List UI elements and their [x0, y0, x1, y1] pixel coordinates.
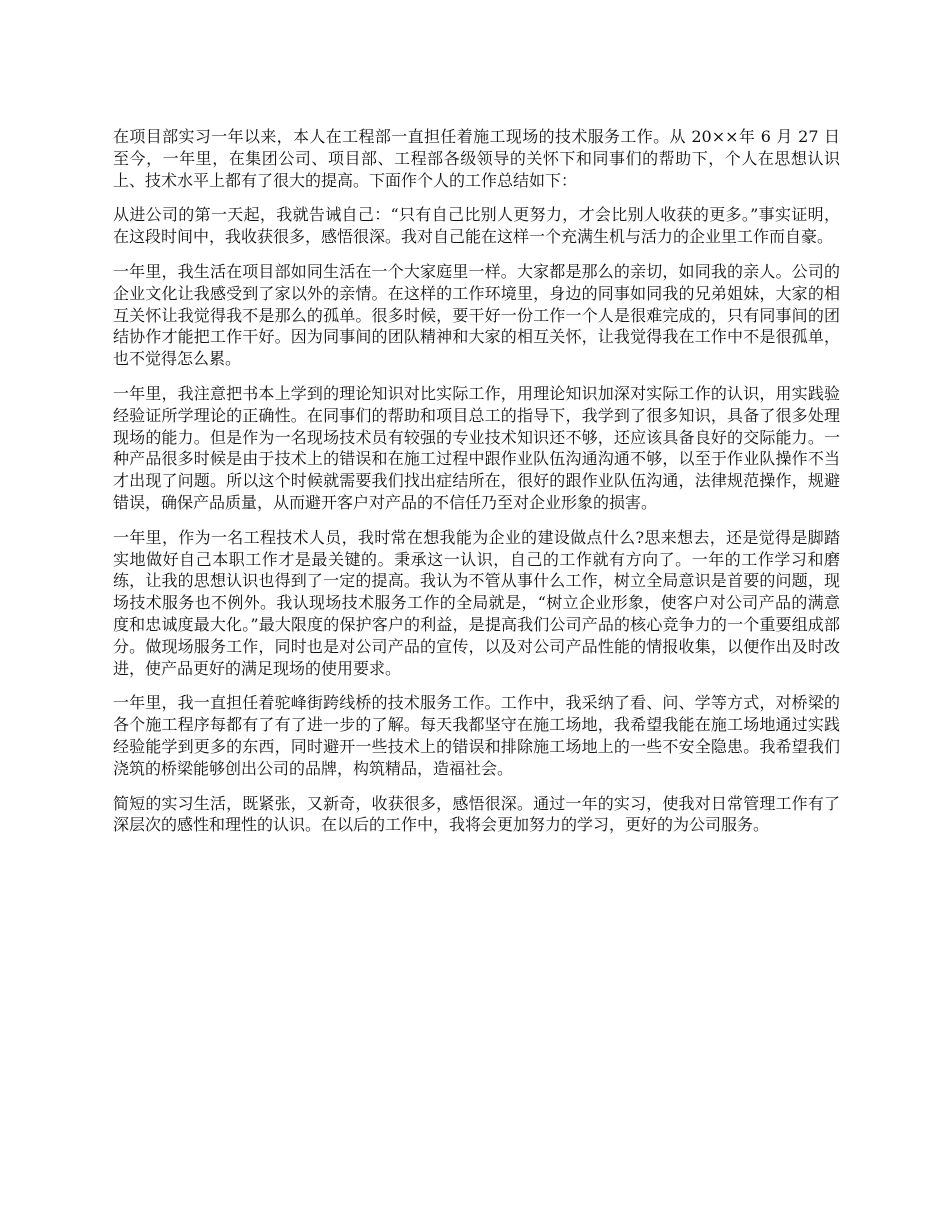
document-page — [113, 126, 840, 849]
paragraph-team-life: 一年里，我生活在项目部如同生活在一个大家庭里一样。大家都是那么的亲切，如同我的亲人。公司的企业文化让我感受到了家以外的亲情。在这样的工作环境里，身边的同事如同我的兄弟姐妹，大家的相互关怀让我觉得我不是那么的孤单。很多时候，要干好一份工作一个人是很难完成的，只有同事间的团结协作才能把工作干好。因为同事间的团队精神和大家的相互关怀，让我觉得我在工作中不是很孤单，也不觉得怎么累。 — [113, 261, 840, 369]
paragraph-engineering-role: 一年里，作为一名工程技术人员，我时常在想我能为企业的建设做点什么?思来想去，还是觉得是脚踏实地做好自己本职工作才是最关键的。秉承这一认识，自己的工作就有方向了。一年的工作学习和磨练，让我的思想认识也得到了一定的提高。我认为不管从事什么工作，树立全局意识是首要的问题，现场技术服务也不例外。我认现场技术服务工作的全局就是，“树立企业形象，使客户对公司产品的满意度和忠诚度最大化。”最大限度的保护客户的利益，是提高我们公司产品的核心竞争力的一个重要组成部分。做现场服务工作，同时也是对公司产品的宣传，以及对公司产品性能的情报收集，以便作出及时改进，使产品更好的满足现场的使用要求。 — [113, 527, 840, 678]
paragraph-theory-practice: 一年里，我注意把书本上学到的理论知识对比实际工作，用理论知识加深对实际工作的认识，用实践验经验证所学理论的正确性。在同事们的帮助和项目总工的指导下，我学到了很多知识，具备了很多处理现场的能力。但是作为一名现场技术员有较强的专业技术知识还不够，还应该具备良好的交际能力。一种产品很多时候是由于技术上的错误和在施工过程中跟作业队伍沟通沟通不够，以至于作业队操作不当才出现了问题。所以这个时候就需要我们找出症结所在，很好的跟作业队伍沟通，法律规范操作，规避错误，确保产品质量，从而避开客户对产品的不信任乃至对企业形象的损害。 — [113, 383, 840, 512]
paragraph-intro: 在项目部实习一年以来，本人在工程部一直担任着施工现场的技术服务工作。从 20××年 6 月 27 日至今，一年里，在集团公司、项目部、工程部各级领导的关怀下和同事们的帮助下，个人在思想认识上、技术水平上都有了很大的提高。下面作个人的工作总结如下： — [113, 127, 840, 190]
paragraph-bridge-project: 一年里，我一直担任着驼峰街跨线桥的技术服务工作。工作中，我采纳了看、问、学等方式，对桥梁的各个施工程序每都有了有了进一步的了解。每天我都坚守在施工场地，我希望我能在施工场地通过实践经验能学到更多的东西，同时避开一些技术上的错误和排除施工场地上的一些不安全隐患。我希望我们浇筑的桥梁能够创出公司的品牌，构筑精品，造福社会。 — [113, 693, 840, 778]
paragraph-first-day: 从进公司的第一天起，我就告诫自己：“只有自己比别人更努力，才会比别人收获的更多。”事实证明，在这段时间中，我收获很多，感悟很深。我对自己能在这样一个充满生机与活力的企业里工作而自豪。 — [113, 205, 840, 247]
paragraph-conclusion: 简短的实习生活，既紧张，又新奇，收获很多，感悟很深。通过一年的实习，使我对日常管理工作有了深层次的感性和理性的认识。在以后的工作中，我将会更加努力的学习，更好的为公司服务。 — [113, 793, 840, 835]
